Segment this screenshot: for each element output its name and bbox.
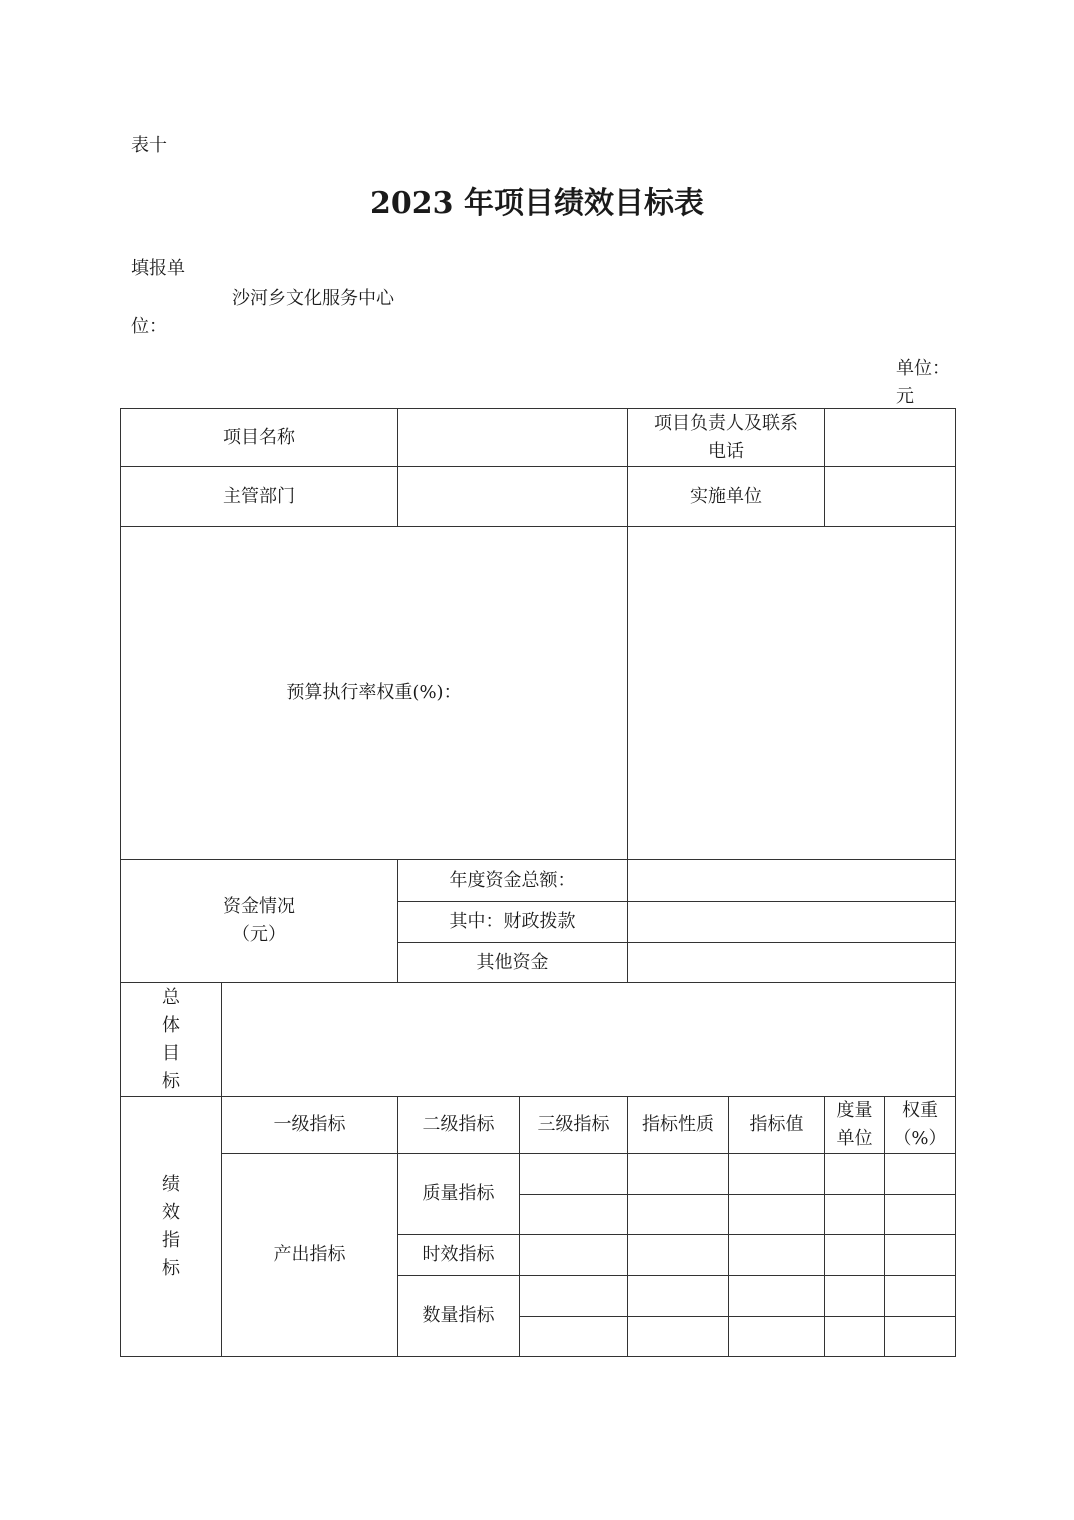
nature-cell[interactable] bbox=[628, 1317, 729, 1357]
funds-label-line2: （元） bbox=[232, 924, 286, 945]
perf-char: 标 bbox=[162, 1257, 180, 1279]
header-measure-unit-line1: 度量 bbox=[836, 1100, 873, 1121]
funds-total-field[interactable] bbox=[628, 860, 956, 902]
fill-unit-label-line1: 填报单 bbox=[131, 258, 185, 279]
quantity-indicator-label: 数量指标 bbox=[398, 1276, 520, 1357]
header-level2: 二级指标 bbox=[398, 1097, 520, 1154]
project-name-row bbox=[121, 409, 956, 467]
funds-other-label: 其他资金 bbox=[398, 943, 628, 983]
currency-unit-label: 单位： bbox=[896, 358, 950, 379]
timeliness-indicator-label: 时效指标 bbox=[398, 1235, 520, 1276]
quality-indicator-label: 质量指标 bbox=[398, 1154, 520, 1235]
funds-total-label: 年度资金总额： bbox=[398, 860, 628, 902]
dept-field[interactable] bbox=[398, 467, 628, 527]
weight-cell[interactable] bbox=[885, 1195, 956, 1235]
project-name-field[interactable] bbox=[398, 409, 628, 467]
weight-cell[interactable] bbox=[885, 1276, 956, 1317]
overall-goal-char: 标 bbox=[162, 1070, 180, 1092]
fill-unit-label-line2: 位： bbox=[131, 316, 167, 337]
nature-cell[interactable] bbox=[628, 1154, 729, 1195]
measure-unit-cell[interactable] bbox=[825, 1276, 885, 1317]
weight-cell[interactable] bbox=[885, 1317, 956, 1357]
perf-char: 效 bbox=[162, 1201, 180, 1223]
output-indicator-label: 产出指标 bbox=[222, 1154, 398, 1357]
overall-goal-char: 体 bbox=[162, 1014, 180, 1036]
weight-cell[interactable] bbox=[885, 1154, 956, 1195]
dept-row bbox=[121, 467, 956, 527]
impl-unit-label: 实施单位 bbox=[628, 467, 825, 527]
header-level3: 三级指标 bbox=[520, 1097, 628, 1154]
indicator-header-row bbox=[121, 1097, 956, 1154]
contact-label-line2: 电话 bbox=[708, 440, 744, 462]
header-weight-line1: 权重 bbox=[902, 1100, 938, 1121]
nature-cell[interactable] bbox=[628, 1276, 729, 1317]
header-nature: 指标性质 bbox=[628, 1097, 729, 1154]
perf-char: 指 bbox=[162, 1229, 180, 1251]
currency-unit-value: 元 bbox=[896, 386, 914, 407]
contact-label-line1: 项目负责人及联系 bbox=[654, 412, 798, 434]
nature-cell[interactable] bbox=[628, 1235, 729, 1276]
overall-goal-row bbox=[121, 983, 956, 1097]
overall-goal-char: 总 bbox=[162, 986, 180, 1008]
value-cell[interactable] bbox=[729, 1235, 825, 1276]
funds-fiscal-label: 其中：财政拨款 bbox=[398, 902, 628, 943]
table-row bbox=[121, 1154, 956, 1195]
measure-unit-cell[interactable] bbox=[825, 1195, 885, 1235]
overall-goal-label bbox=[121, 983, 222, 1097]
weight-cell[interactable] bbox=[885, 1235, 956, 1276]
funds-total-row bbox=[121, 860, 956, 902]
value-cell[interactable] bbox=[729, 1276, 825, 1317]
fill-unit-value: 沙河乡文化服务中心 bbox=[232, 288, 394, 309]
header-value: 指标值 bbox=[729, 1097, 825, 1154]
funds-other-field[interactable] bbox=[628, 943, 956, 983]
funds-label-line1: 资金情况 bbox=[223, 896, 295, 917]
level3-cell[interactable] bbox=[520, 1317, 628, 1357]
measure-unit-cell[interactable] bbox=[825, 1235, 885, 1276]
impl-unit-field[interactable] bbox=[825, 467, 956, 527]
perf-char: 绩 bbox=[162, 1173, 180, 1195]
table-label: 表十 bbox=[131, 135, 167, 156]
overall-goal-char: 目 bbox=[162, 1042, 180, 1064]
level3-cell[interactable] bbox=[520, 1235, 628, 1276]
value-cell[interactable] bbox=[729, 1317, 825, 1357]
header-weight bbox=[885, 1097, 956, 1154]
header-weight-line2: （%） bbox=[893, 1128, 947, 1149]
performance-target-table bbox=[120, 408, 956, 1357]
level3-cell[interactable] bbox=[520, 1195, 628, 1235]
project-name-label: 项目名称 bbox=[121, 409, 398, 467]
value-cell[interactable] bbox=[729, 1195, 825, 1235]
funds-label bbox=[121, 860, 398, 983]
measure-unit-cell[interactable] bbox=[825, 1154, 885, 1195]
perf-indicator-label bbox=[121, 1097, 222, 1357]
budget-rate-label: 预算执行率权重(%)： bbox=[121, 527, 628, 860]
overall-goal-field[interactable] bbox=[222, 983, 956, 1097]
budget-rate-field[interactable] bbox=[628, 527, 956, 860]
dept-label: 主管部门 bbox=[121, 467, 398, 527]
level3-cell[interactable] bbox=[520, 1276, 628, 1317]
budget-rate-row bbox=[121, 527, 956, 860]
measure-unit-cell[interactable] bbox=[825, 1317, 885, 1357]
nature-cell[interactable] bbox=[628, 1195, 729, 1235]
page-title: 2023 年项目绩效目标表 bbox=[370, 186, 704, 221]
header-measure-unit-line2: 单位 bbox=[836, 1128, 873, 1149]
header-measure-unit bbox=[825, 1097, 885, 1154]
level3-cell[interactable] bbox=[520, 1154, 628, 1195]
contact-label bbox=[628, 409, 825, 467]
value-cell[interactable] bbox=[729, 1154, 825, 1195]
contact-field[interactable] bbox=[825, 409, 956, 467]
header-level1: 一级指标 bbox=[222, 1097, 398, 1154]
funds-fiscal-field[interactable] bbox=[628, 902, 956, 943]
